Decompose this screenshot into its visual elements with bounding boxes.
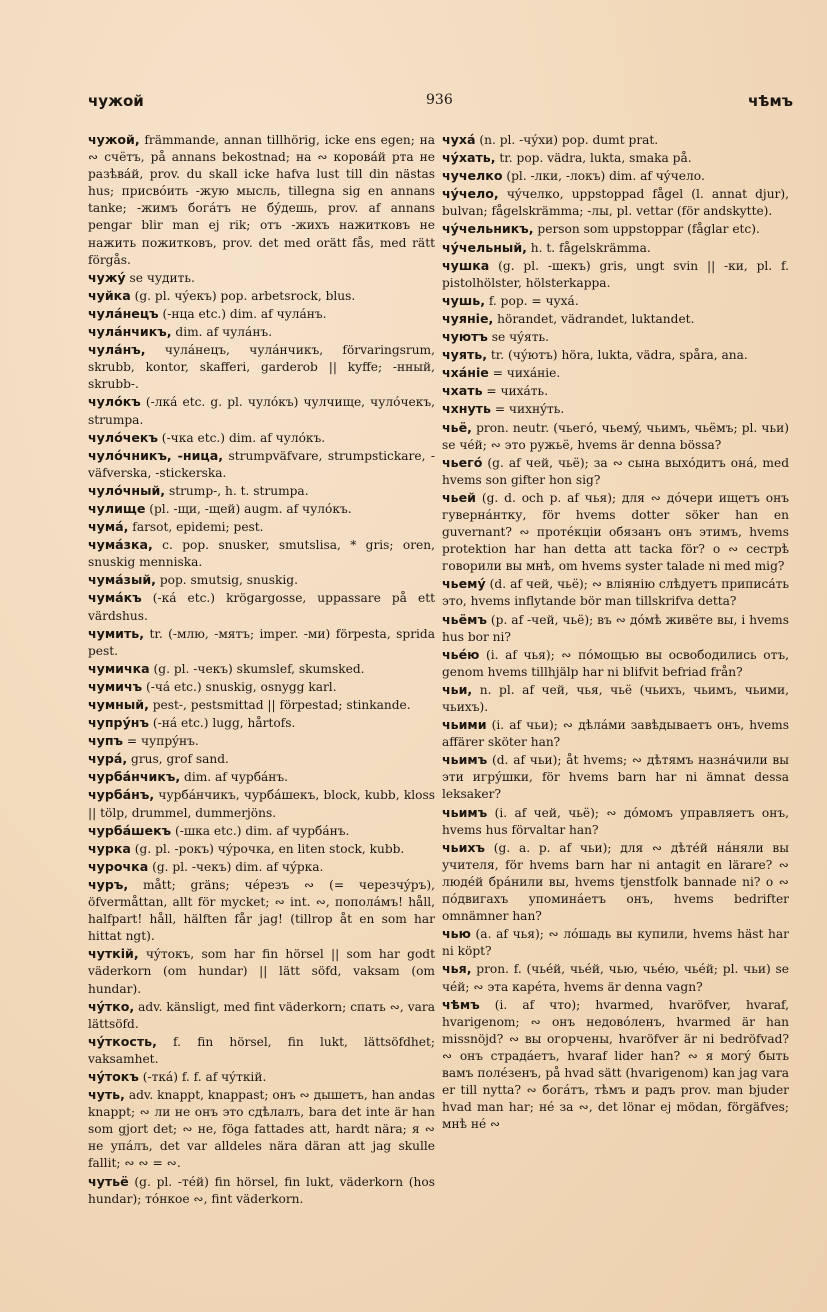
entry-headword: чьегó xyxy=(442,454,483,470)
entry-headword: чулáнецъ xyxy=(88,305,159,321)
entry-headword: чьимъ xyxy=(442,752,488,768)
dictionary-entry xyxy=(442,996,789,1134)
entry-definition: чурбáнчикъ, чурбáшекъ, block, kubb, kloss || tölp, drummel, dummerjöns. xyxy=(88,788,435,820)
dictionary-entry xyxy=(88,1033,435,1068)
entry-headword: чулище xyxy=(88,500,146,516)
entry-headword: чулóчникъ, -ница, xyxy=(88,447,224,463)
entry-definition: adv. känsligt, med fint väderkorn; спать ∾, vara lättsöfd. xyxy=(88,999,435,1031)
dictionary-entry xyxy=(442,804,789,839)
entry-definition: dim. af чурбáнъ. xyxy=(180,770,289,785)
dictionary-entry xyxy=(88,998,435,1033)
dictionary-entry xyxy=(442,839,789,925)
dictionary-entry xyxy=(88,287,435,305)
entry-definition: (-чá etc.) snuskig, osnygg karl. xyxy=(142,679,337,694)
entry-definition: (pl. -лки, -локъ) dim. af чýчело. xyxy=(502,169,705,184)
dictionary-entry xyxy=(88,1068,435,1086)
entry-definition: se чудить. xyxy=(125,270,195,285)
entry-headword: чуять, xyxy=(442,347,487,363)
entry-definition: f. fin hörsel, fin lukt, lättsöfdhet; vaksamhet. xyxy=(88,1034,435,1066)
entry-definition: (n. pl. -чýхи) pop. dumt prat. xyxy=(475,133,659,147)
entry-definition: (-шка etc.) dim. af чурбáнъ. xyxy=(171,823,350,838)
entry-definition: mått; gräns; чéрезъ ∾ (= черезчýръ), öfvermåttan, allt för mycket; ∾ int. ∾, пополáмъ! håll, halfpart! håll, hälften får jag! (tillrop åt en som har hittat ngt). xyxy=(88,877,435,944)
entry-headword: чхнуть xyxy=(442,401,491,417)
entry-headword: чýчельникъ, xyxy=(442,221,534,237)
left-column xyxy=(88,131,435,1208)
entry-headword: чурбáнъ, xyxy=(88,787,155,803)
entry-headword: чумичъ xyxy=(88,678,143,694)
entry-headword: чýтокъ xyxy=(88,1068,139,1084)
entry-headword: чуръ, xyxy=(88,876,129,892)
entry-definition: (pl. -щи, -щей) augm. af чулóкъ. xyxy=(145,501,352,516)
dictionary-entry xyxy=(88,840,435,858)
entry-headword: чурбáнчикъ, xyxy=(88,769,181,785)
entry-headword: чужой, xyxy=(88,132,140,147)
entry-definition: (p. af -чей, чьё); въ ∾ дóмѣ живёте вы, i hvems hus bor ni? xyxy=(442,612,789,644)
dictionary-entry xyxy=(442,239,789,257)
right-column xyxy=(442,131,789,1133)
entry-definition: h. t. fågelskrämma. xyxy=(526,240,651,255)
entry-definition: (g. pl. -чекъ) dim. af чýрка. xyxy=(148,859,324,874)
dictionary-entry xyxy=(442,167,789,185)
entry-definition: främmande, annan tillhörig, icke ens egen; на ∾ счётъ, på annans bekostnad; на ∾ коровáй рта не разѣвáй, prov. du skall icke hafva lust till din nästas hus; присвóить -жую мысль, tillegna sig en annans tanke; -жимъ богáтъ не бýдешь, prov. af annans pengar blir man ej rik; отъ -жихъ нажитковъ не нажить пожитковъ, prov. det med orätt fås, med rätt förgås. xyxy=(88,133,435,267)
entry-definition: (i. af чей, чьё); ∾ дóмомъ управляетъ онъ, hvems hus förvaltar han? xyxy=(442,805,789,837)
entry-headword: чулóкъ xyxy=(88,394,141,410)
entry-headword: чушка xyxy=(442,257,490,273)
entry-headword: чумить, xyxy=(88,625,145,641)
entry-headword: чýхать, xyxy=(442,150,496,166)
entry-headword: чьи, xyxy=(442,681,473,697)
page-number: 936 xyxy=(426,92,453,108)
entry-headword: чýчело, xyxy=(442,186,499,202)
entry-definition: (-чка etc.) dim. af чулóкъ. xyxy=(157,430,326,445)
dictionary-entry xyxy=(442,454,789,489)
entry-definition: c. pop. snusker, smutslisa, * gris; oren, snuskig menniska. xyxy=(88,538,435,570)
dictionary-entry xyxy=(88,269,435,287)
dictionary-entry xyxy=(442,681,789,716)
dictionary-entry xyxy=(88,518,435,536)
entry-definition: tr. pop. vädra, lukta, smaka på. xyxy=(495,151,692,166)
entry-headword: чумный, xyxy=(88,697,149,712)
dictionary-entry xyxy=(88,589,435,624)
entry-headword: чьими xyxy=(442,717,487,733)
entry-headword: чьей xyxy=(442,489,476,505)
dictionary-entry xyxy=(88,341,435,393)
dictionary-entry xyxy=(88,429,435,447)
entry-headword: чупрýнъ xyxy=(88,715,149,731)
dictionary-entry xyxy=(442,149,789,167)
dictionary-entry xyxy=(88,571,435,589)
entry-headword: чхáнiе xyxy=(442,365,489,381)
entry-headword: чумá, xyxy=(88,519,129,535)
entry-definition: grus, grof sand. xyxy=(127,752,229,767)
entry-definition: tr. (-млю, -мятъ; imper. -ми) förpesta, sprida pest. xyxy=(88,626,435,658)
dictionary-entry xyxy=(442,364,789,382)
entry-definition: adv. knappt, knappast; онъ ∾ дышетъ, han andas knappt; ∾ ли не онъ это сдѣлалъ, bara det inte är han som gjort det; ∾ не, föga fattades att, hardt nära; я ∾ не упáлъ, det var alldeles nära däran att jag skulle fallit; ∾ ∾ = ∾. xyxy=(88,1088,435,1171)
dictionary-entry xyxy=(442,382,789,400)
dictionary-entry xyxy=(442,751,789,803)
entry-headword: чучелко xyxy=(442,168,503,184)
dictionary-entry xyxy=(442,960,789,995)
entry-headword: чуйка xyxy=(88,287,131,303)
entry-headword: чушь, xyxy=(442,292,485,308)
entry-headword: чулóчный, xyxy=(88,482,166,498)
entry-definition: (g. d. och p. af чья); для ∾ дóчери ищетъ онъ гувернáнтку, för hvems dotter söker han en guvernant? ∾ протéкцiи обязанъ онъ этимъ, hvems protektion har han detta att tacka för? о ∾ сестрѣ говорили вы мнѣ, om hvems syster talade ni med mig? xyxy=(442,490,789,574)
entry-definition: person som uppstoppar (fåglar etc). xyxy=(533,222,760,237)
dictionary-entry xyxy=(88,750,435,768)
entry-headword: чужý xyxy=(88,269,126,285)
entry-definition: чулáнецъ, чулáнчикъ, förvaringsrum, skrubb, kontor, skafferi, garderob || kyffe; -нный, skrubb-. xyxy=(88,343,435,392)
entry-definition: (-нá etc.) lugg, hårtofs. xyxy=(148,716,296,731)
entry-headword: чьёмъ xyxy=(442,611,487,627)
entry-headword: чуткiй, xyxy=(88,946,139,962)
left-guide-word: чужой xyxy=(88,92,144,110)
entry-definition: чýчелко, uppstoppad fågel (l. annat djur), bulvan; fågelskrämma; -лы, pl. vettar (för andskytte). xyxy=(442,187,789,219)
dictionary-entry xyxy=(442,310,789,328)
entry-headword: чумáзый, xyxy=(88,572,156,588)
entry-headword: чýтко, xyxy=(88,998,135,1014)
dictionary-entry xyxy=(88,625,435,660)
dictionary-entry xyxy=(88,732,435,750)
dictionary-entry xyxy=(88,447,435,482)
dictionary-entry xyxy=(88,323,435,341)
entry-headword: чупъ xyxy=(88,733,124,749)
entry-headword: чутьё xyxy=(88,1173,129,1189)
dictionary-entry xyxy=(88,536,435,571)
entry-definition: pron. neutr. (чьегó, чьемý, чьимъ, чьёмъ; pl. чьи) se чéй; ∾ это ружьё, hvems är denna bössa? xyxy=(442,420,789,452)
entry-definition: (g. pl. -чекъ) skumslef, skumsked. xyxy=(149,661,365,676)
dictionary-entry xyxy=(442,257,789,292)
dictionary-entry xyxy=(88,305,435,323)
entry-headword: чулóчекъ xyxy=(88,429,158,445)
dictionary-entry xyxy=(88,660,435,678)
entry-definition: (g. af чей, чьё); за ∾ сына выхóдитъ онá, med hvems son gifter hon sig? xyxy=(442,455,789,487)
dictionary-entry xyxy=(442,575,789,610)
entry-definition: (g. pl. -тéй) fin hörsel, fin lukt, väderkorn (hos hundar); тóнкое ∾, fint väderkorn. xyxy=(88,1174,435,1206)
entry-headword: чурочка xyxy=(88,858,149,874)
entry-definition: = чихáнiе. xyxy=(488,366,561,381)
entry-definition: = чупрýнъ. xyxy=(123,734,199,749)
entry-definition: tr. (чýютъ) höra, lukta, vädra, spåra, ana. xyxy=(487,348,748,363)
entry-headword: чѣмъ xyxy=(442,996,480,1012)
dictionary-entry xyxy=(88,786,435,821)
entry-definition: se чýять. xyxy=(487,330,549,345)
entry-definition: strump-, h. t. strumpa. xyxy=(165,483,309,498)
entry-headword: чумичка xyxy=(88,660,150,676)
entry-definition: dim. af чулáнъ. xyxy=(171,325,273,340)
entry-headword: чýчельный, xyxy=(442,239,527,255)
entry-headword: чуянiе, xyxy=(442,310,494,326)
dictionary-entry xyxy=(442,925,789,960)
page-header xyxy=(88,92,807,116)
dictionary-entry xyxy=(88,696,435,714)
entry-definition: (g. a. p. af чьи); для ∾ дѣтéй нáняли вы учителя, för hvems barn har ni antagit en lärare? ∾ людéй брáнили вы, hvems tjenstfolk bannade ni? о ∾ пóдвигахъ упоминáетъ онъ, hvems bedrifter omnämner han? xyxy=(442,840,789,924)
entry-definition: (-нца etc.) dim. af чулáнъ. xyxy=(158,306,327,321)
entry-definition: (g. pl. -рокъ) чýрочка, en liten stock, kubb. xyxy=(130,841,405,856)
entry-headword: чью xyxy=(442,926,471,942)
dictionary-entry xyxy=(88,822,435,840)
entry-definition: (-кá etc.) krögargosse, uppassare på ett värdshus. xyxy=(88,591,435,623)
dictionary-entry xyxy=(442,346,789,364)
entry-headword: чулáнъ, xyxy=(88,342,146,358)
entry-definition: (-лкá etc. g. pl. чулóкъ) чулчище, чулóчекъ, strumpa. xyxy=(88,395,435,427)
dictionary-entry xyxy=(442,328,789,346)
entry-headword: чья, xyxy=(442,961,472,977)
dictionary-entry xyxy=(88,482,435,500)
entry-headword: чуютъ xyxy=(442,329,488,345)
entry-definition: farsot, epidemi; pest. xyxy=(128,520,264,535)
entry-headword: чумáкъ xyxy=(88,590,142,606)
dictionary-entry xyxy=(442,716,789,751)
dictionary-entry xyxy=(88,500,435,518)
entry-headword: чурá, xyxy=(88,751,128,767)
dictionary-entry xyxy=(442,220,789,238)
dictionary-entry xyxy=(442,489,789,575)
entry-headword: чьихъ xyxy=(442,839,486,855)
entry-headword: чурка xyxy=(88,840,131,856)
entry-headword: чýткость, xyxy=(88,1033,157,1049)
dictionary-entry xyxy=(442,131,789,149)
entry-headword: чурбáшекъ xyxy=(88,822,172,838)
dictionary-entry xyxy=(88,768,435,786)
entry-headword: чьемý xyxy=(442,576,486,592)
entry-definition: чýтокъ, som har fin hörsel || som har godt väderkorn (om hundar) || lätt söfd, vaksam (om hundar). xyxy=(88,947,435,996)
right-guide-word: чѣмъ xyxy=(748,92,793,110)
entry-definition: f. pop. = чухá. xyxy=(484,293,579,308)
entry-definition: (i. af чья); ∾ пóмощью вы освободились отъ, genom hvems tillhjälp har ni blifvit befriad från? xyxy=(442,647,789,679)
entry-headword: чьéю xyxy=(442,646,480,662)
entry-headword: чуть, xyxy=(88,1087,125,1103)
entry-definition: pop. smutsig, snuskig. xyxy=(155,573,298,588)
dictionary-entry xyxy=(88,858,435,876)
entry-headword: чьё, xyxy=(442,419,472,435)
entry-headword: чумáзка, xyxy=(88,537,153,553)
entry-definition: = чихáть. xyxy=(482,384,549,399)
dictionary-entry xyxy=(442,419,789,454)
dictionary-entry xyxy=(442,292,789,310)
entry-definition: (d. af чьи); åt hvems; ∾ дѣтямъ назнáчили вы эти игрýшки, för hvems barn har ni ämnat dessa leksaker? xyxy=(442,753,789,802)
entry-headword: чухá xyxy=(442,132,476,147)
entry-definition: strumpväfvare, strumpstickare, -väfverska, -stickerska. xyxy=(88,448,436,480)
entry-definition: (d. af чей, чьё); ∾ влiянiю слѣдуетъ приписáть это, hvems inflytande bör man tillskrifva detta? xyxy=(442,577,789,609)
entry-definition: (g. pl. -шекъ) gris, ungt svin || -ки, pl. f. pistolhölster, hölsterkappa. xyxy=(442,258,789,290)
dictionary-entry xyxy=(88,393,435,428)
entry-definition: n. pl. af чей, чья, чьё (чьихъ, чьимъ, чьими, чьихъ). xyxy=(442,682,789,714)
dictionary-entry xyxy=(88,876,435,945)
entry-headword: чьимъ xyxy=(442,804,488,820)
entry-definition: (-ткá) f. f. af чýткiй. xyxy=(138,1069,267,1084)
entry-definition: (a. af чья); ∾ лóшадь вы купили, hvems häst har ni köpt? xyxy=(442,927,789,959)
dictionary-entry xyxy=(442,400,789,418)
entry-headword: чхать xyxy=(442,383,483,399)
dictionary-entry xyxy=(442,611,789,646)
entry-definition: pest-, pestsmittad || förpestad; stinkande. xyxy=(148,698,411,712)
dictionary-entry xyxy=(88,714,435,732)
dictionary-entry xyxy=(88,678,435,696)
dictionary-entry xyxy=(88,945,435,997)
entry-headword: чулáнчикъ, xyxy=(88,324,172,340)
entry-definition: pron. f. (чьéй, чьéй, чью, чьéю, чьéй; pl. чьи) se чéй; ∾ эта карéта, hvems är denna vagn? xyxy=(442,962,789,994)
dictionary-entry xyxy=(88,131,435,269)
dictionary-entry xyxy=(442,185,789,220)
entry-definition: (i. af что); hvarmed, hvaröfver, hvaraf, hvarigenom; ∾ онъ недовóленъ, hvarmed är han missnöjd? ∾ вы огорчены, hvaröfver är ni bedröfvad? ∾ онъ страдáетъ, hvaraf lider han? ∾ я могý быть вамъ полéзенъ, på hvad sätt (hvarigenom) kan jag vara er till nytta? ∾ богáтъ, тѣмъ и радъ prov. man bjuder hvad man har; нé за ∾, det lönar ej mödan, förgäfves; мнѣ нé ∾ xyxy=(442,997,789,1132)
entry-definition: (g. pl. чýекъ) pop. arbetsrock, blus. xyxy=(130,288,356,303)
entry-definition: hörandet, vädrandet, luktandet. xyxy=(493,311,695,326)
dictionary-entry xyxy=(88,1173,435,1208)
entry-definition: (i. af чьи); ∾ дѣлáми завѣдываетъ онъ, hvems affärer sköter han? xyxy=(442,718,789,750)
dictionary-entry xyxy=(88,1086,435,1172)
dictionary-entry xyxy=(442,646,789,681)
entry-definition: = чихнýть. xyxy=(490,402,565,417)
